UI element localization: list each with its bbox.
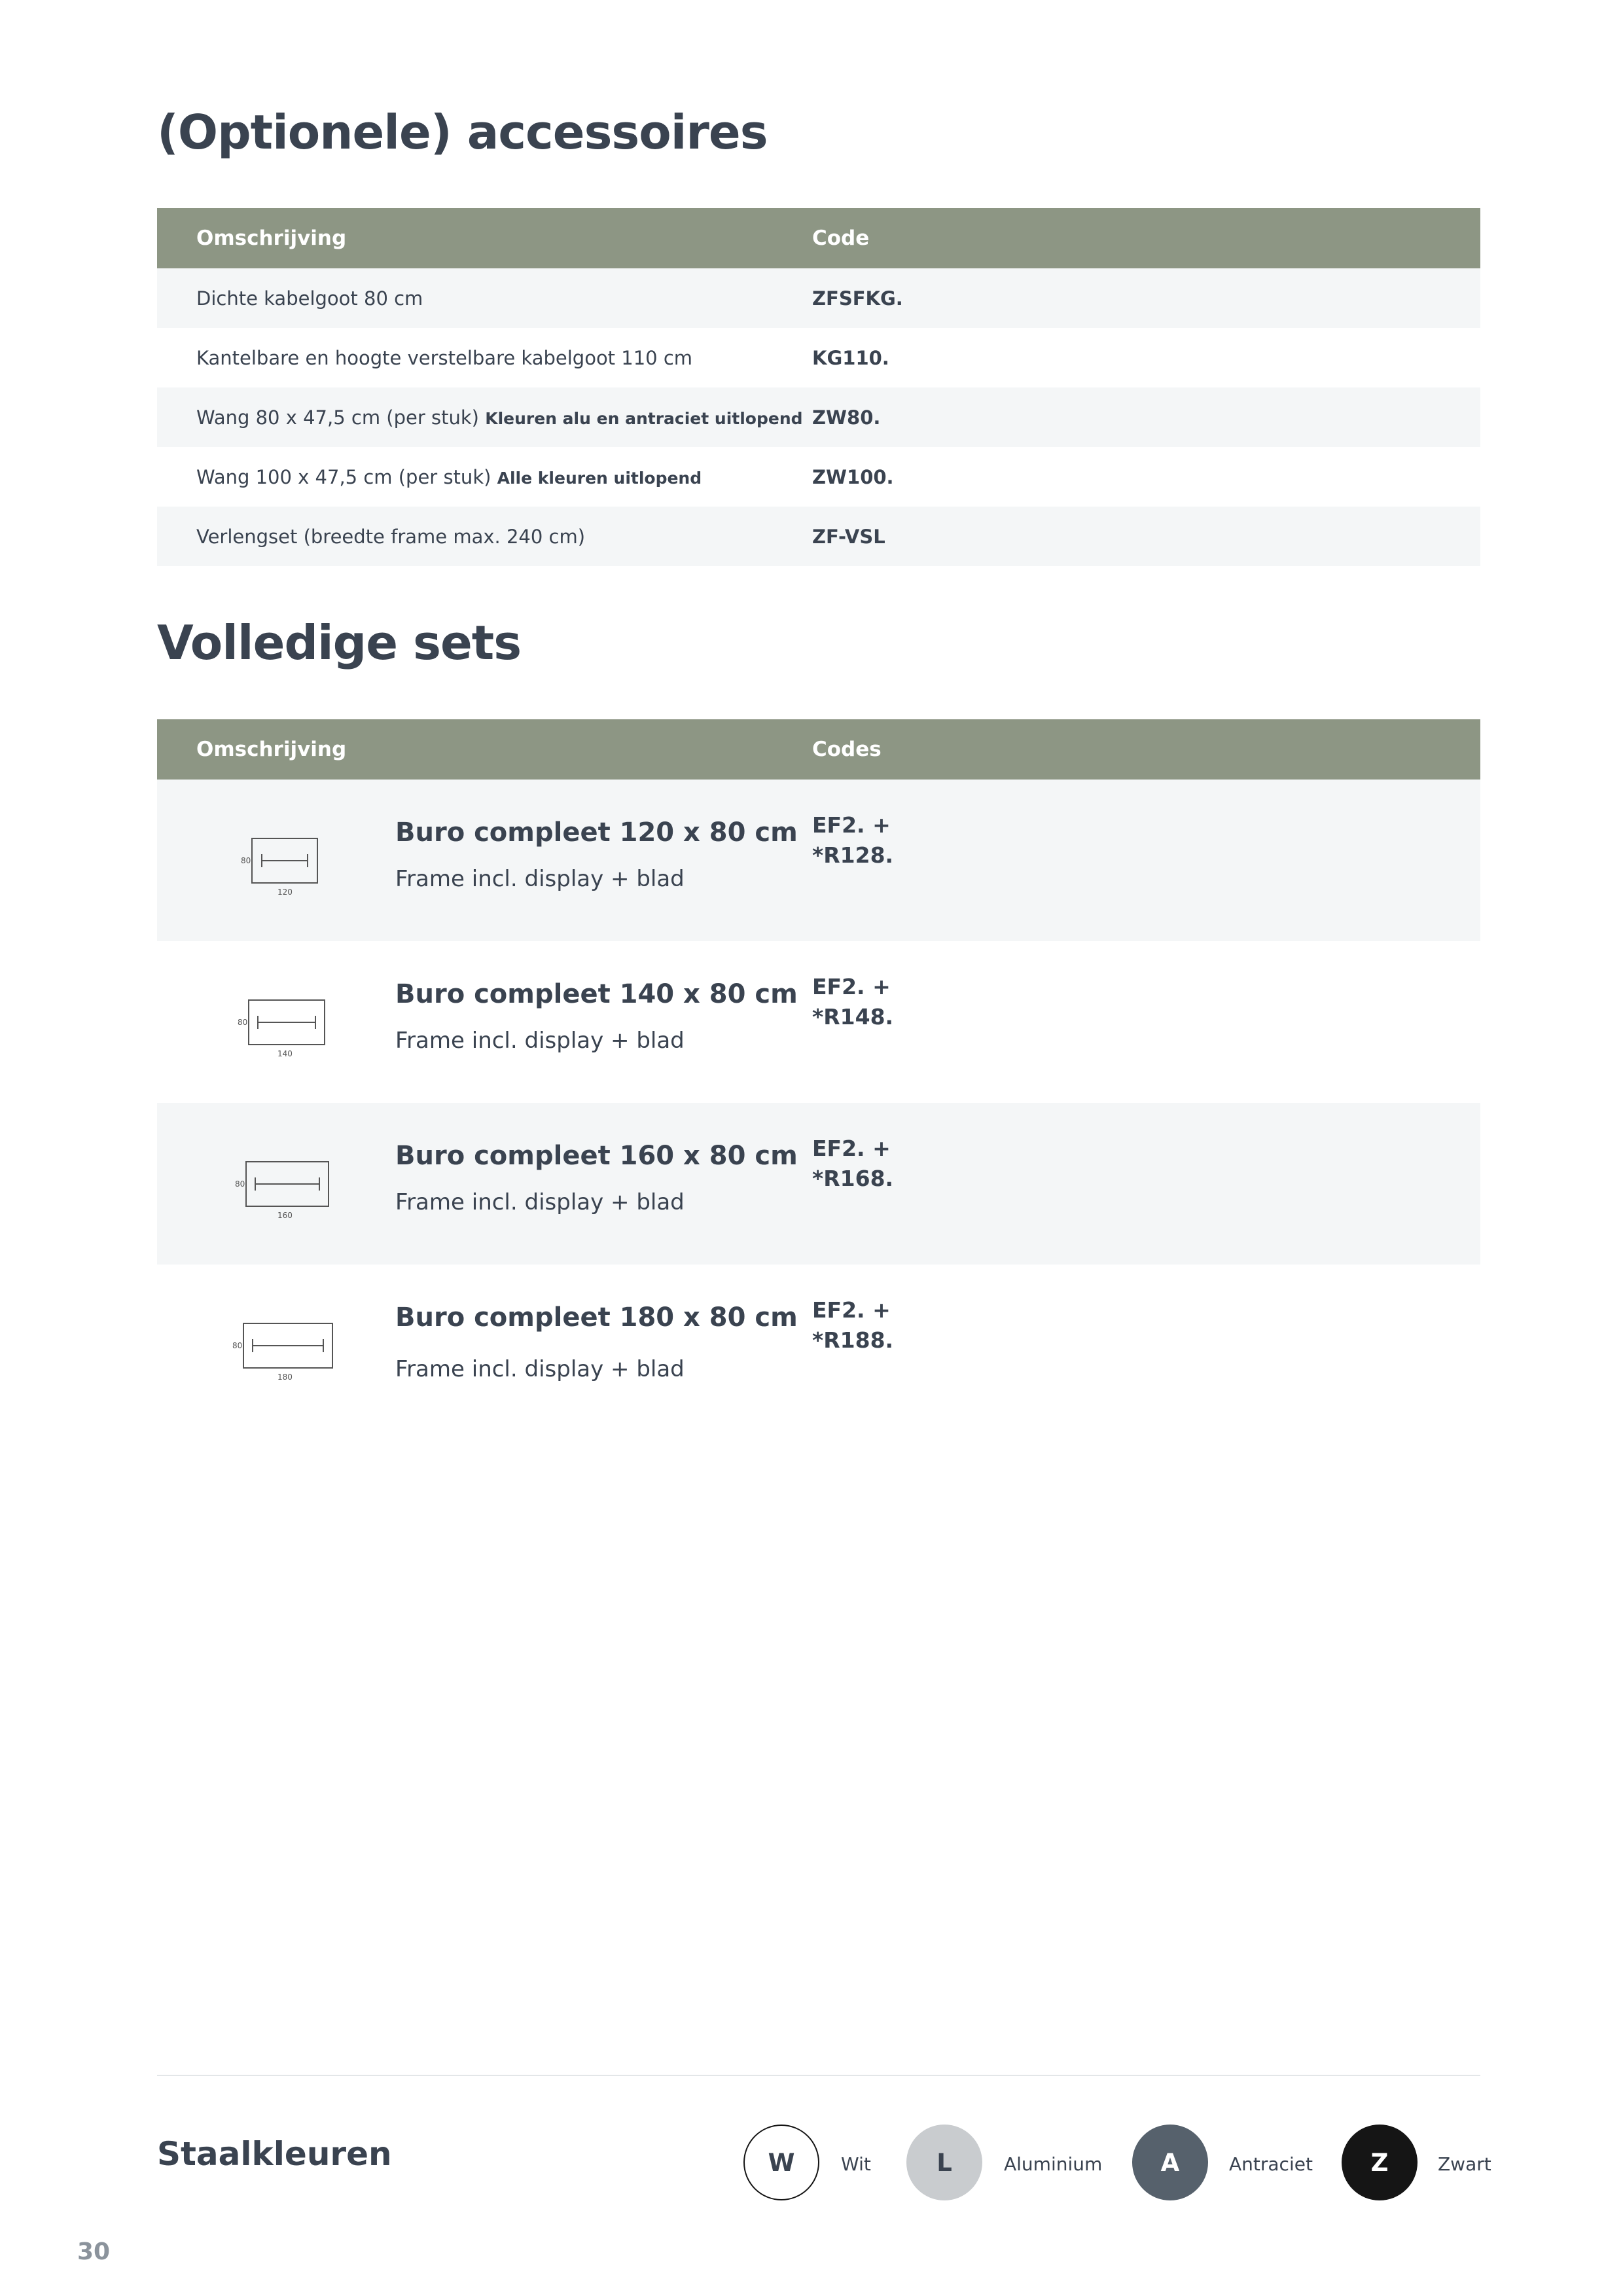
color-swatch-aluminium <box>906 2125 982 2200</box>
table-row <box>157 507 1480 566</box>
row-code: ZFSFKG. <box>812 287 903 310</box>
desk-diagram-icon <box>209 987 340 1059</box>
set-code-line-2: *R148. <box>812 1004 894 1030</box>
set-row <box>157 941 1480 1103</box>
set-subtitle: Frame incl. display + blad <box>395 866 685 892</box>
column-header-description: Omschrijving <box>196 226 347 250</box>
diagram-width-label: 120 <box>277 888 293 897</box>
sets-title: Volledige sets <box>157 615 522 670</box>
set-code-line-1: EF2. + <box>812 1136 891 1161</box>
set-title: Buro compleet 120 x 80 cm <box>395 817 798 848</box>
set-subtitle: Frame incl. display + blad <box>395 1028 685 1054</box>
row-note: Alle kleuren uitlopend <box>497 468 702 488</box>
set-code-line-1: EF2. + <box>812 974 891 999</box>
steel-colors-title: Staalkleuren <box>157 2135 392 2173</box>
color-swatch-wit <box>743 2125 819 2200</box>
color-label-wit: Wit <box>841 2153 871 2175</box>
table-row <box>157 387 1480 447</box>
color-swatch-antraciet <box>1132 2125 1208 2200</box>
accessories-title: (Optionele) accessoires <box>157 105 768 160</box>
color-label-antraciet: Antraciet <box>1229 2153 1313 2175</box>
row-description: Kantelbare en hoogte verstelbare kabelgoot 110 cm <box>196 346 693 369</box>
diagram-width-label: 140 <box>277 1049 293 1058</box>
column-header-code: Code <box>812 226 870 250</box>
swatch-letter: Z <box>1370 2148 1389 2177</box>
accessories-table-header <box>157 208 1480 268</box>
set-code-line-2: *R168. <box>812 1166 894 1191</box>
diagram-width-label: 180 <box>277 1372 293 1382</box>
diagram-depth-label: 80 <box>241 856 251 865</box>
set-subtitle: Frame incl. display + blad <box>395 1356 685 1382</box>
row-description: Verlengset (breedte frame max. 240 cm) <box>196 525 586 548</box>
set-code-line-2: *R128. <box>812 842 894 868</box>
sets-table <box>157 719 1480 1426</box>
row-code: KG110. <box>812 346 889 369</box>
color-swatch-zwart <box>1342 2125 1418 2200</box>
column-header-codes: Codes <box>812 738 882 761</box>
row-code: ZW80. <box>812 406 881 429</box>
table-row <box>157 268 1480 328</box>
row-note: Kleuren alu en antraciet uitlopend <box>485 408 803 428</box>
set-title: Buro compleet 180 x 80 cm <box>395 1302 798 1333</box>
color-label-aluminium: Aluminium <box>1004 2153 1103 2175</box>
swatch-letter: L <box>936 2148 952 2177</box>
swatch-letter: A <box>1160 2148 1180 2177</box>
set-row <box>157 780 1480 941</box>
sets-table-header <box>157 719 1480 780</box>
desk-diagram-icon <box>209 1149 340 1221</box>
table-row <box>157 328 1480 387</box>
table-row <box>157 447 1480 507</box>
set-subtitle: Frame incl. display + blad <box>395 1189 685 1215</box>
color-label-zwart: Zwart <box>1438 2153 1491 2175</box>
diagram-depth-label: 80 <box>235 1179 245 1189</box>
set-code-line-1: EF2. + <box>812 1297 891 1323</box>
row-description: Wang 80 x 47,5 cm (per stuk) Kleuren alu en antraciet uitlopend <box>196 406 803 429</box>
diagram-width-label: 160 <box>277 1211 293 1220</box>
set-row <box>157 1265 1480 1426</box>
desk-diagram-icon <box>209 1310 340 1382</box>
set-title: Buro compleet 160 x 80 cm <box>395 1141 798 1171</box>
diagram-depth-label: 80 <box>232 1341 243 1350</box>
row-code: ZW100. <box>812 465 894 488</box>
page-number: 30 <box>77 2238 111 2265</box>
row-description: Dichte kabelgoot 80 cm <box>196 287 423 310</box>
set-title: Buro compleet 140 x 80 cm <box>395 979 798 1009</box>
column-header-description: Omschrijving <box>196 738 347 761</box>
footer-divider <box>157 2075 1480 2076</box>
diagram-depth-label: 80 <box>238 1018 248 1027</box>
set-code-line-1: EF2. + <box>812 812 891 838</box>
row-code: ZF-VSL <box>812 525 885 548</box>
set-row <box>157 1103 1480 1265</box>
desk-diagram-icon <box>209 825 340 897</box>
swatch-letter: W <box>768 2148 795 2177</box>
set-code-line-2: *R188. <box>812 1327 894 1353</box>
row-description: Wang 100 x 47,5 cm (per stuk) Alle kleuren uitlopend <box>196 465 702 488</box>
accessories-table <box>157 208 1480 566</box>
